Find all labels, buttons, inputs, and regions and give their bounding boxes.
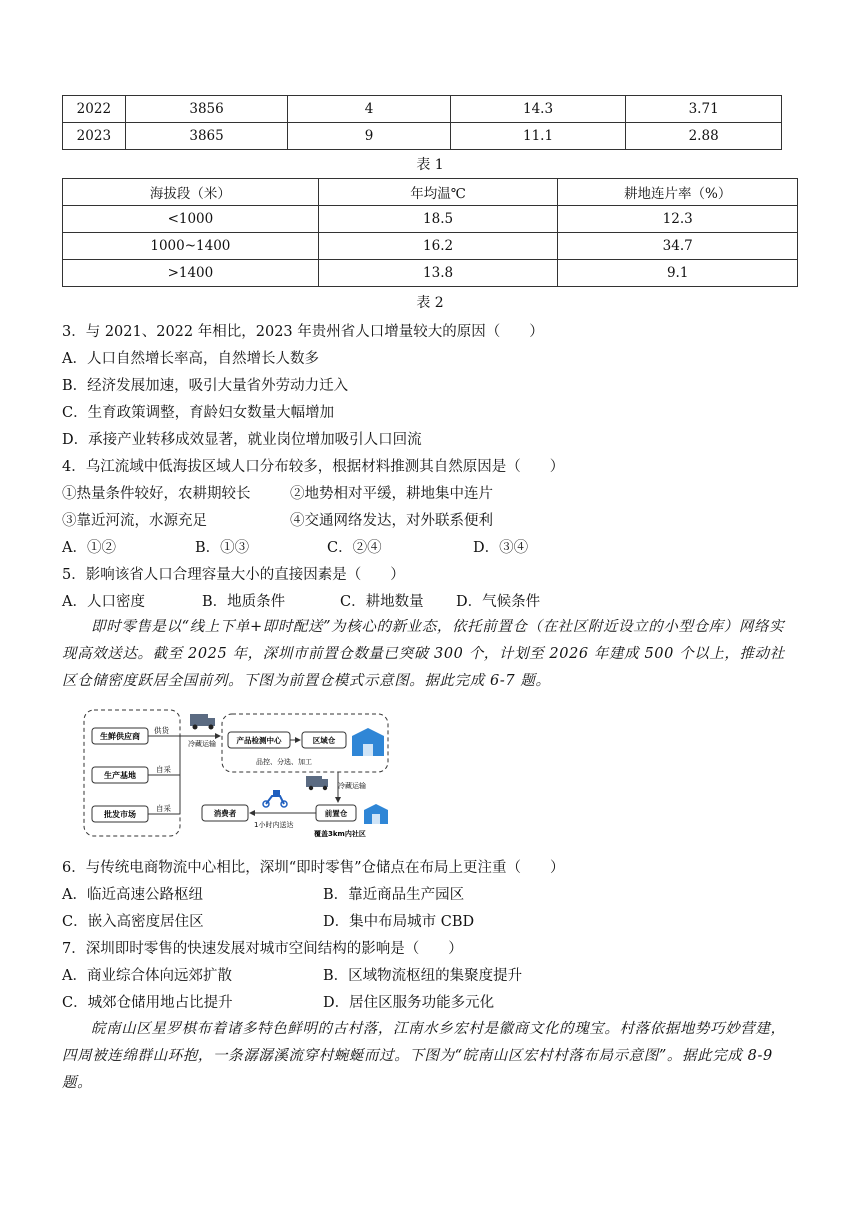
table-cell: >1400 [63, 260, 319, 287]
q6-option-a[interactable]: A．临近高速公路枢纽 [62, 887, 203, 903]
q4-stem: 4．乌江流域中低海拔区域人口分布较多，根据材料推测其自然原因是（ ） [62, 459, 565, 475]
q6-option-d[interactable]: D．集中布局城市 CBD [323, 914, 475, 930]
cold-transport-label-2: 冷藏运输 [338, 782, 366, 790]
front-warehouse-diagram [80, 706, 400, 844]
consumer-label: 消费者 [213, 809, 237, 818]
supplier-label: 生鲜供应商 [100, 732, 140, 741]
table-cell: 16.2 [318, 233, 558, 260]
q7-stem: 7．深圳即时零售的快速发展对城市空间结构的影响是（ ） [62, 941, 463, 957]
table-2 [62, 178, 798, 287]
q5-option-c[interactable]: C．耕地数量 [340, 594, 424, 610]
base-label: 生产基地 [104, 771, 136, 780]
process-label: 品控、分选、加工 [256, 758, 312, 766]
table-2-caption: 表 2 [416, 295, 444, 311]
q7-option-c[interactable]: C．城郊仓储用地占比提升 [62, 995, 233, 1011]
table-1 [62, 95, 782, 150]
front-warehouse-label: 前置仓 [324, 809, 348, 818]
table-row [63, 123, 782, 150]
table-cell: 11.1 [450, 123, 625, 150]
table-cell: 1000~1400 [63, 233, 319, 260]
table-row [63, 206, 798, 233]
table-cell: <1000 [63, 206, 319, 233]
q4-statement-4: ④交通网络发达，对外联系便利 [290, 513, 493, 529]
table-cell: 3865 [125, 123, 288, 150]
table-cell: 9.1 [558, 260, 798, 287]
q4-option-d[interactable]: D．③④ [473, 540, 529, 556]
table-cell: 18.5 [318, 206, 558, 233]
table-cell: 34.7 [558, 233, 798, 260]
table-cell: 2023 [63, 123, 126, 150]
table-header-row [63, 179, 798, 206]
table-header-cell: 耕地连片率（%） [558, 179, 798, 206]
q7-option-a[interactable]: A．商业综合体向远郊扩散 [62, 968, 232, 984]
q6-option-c[interactable]: C．嵌入高密度居住区 [62, 914, 204, 930]
q3-stem: 3．与 2021、2022 年相比，2023 年贵州省人口增量较大的原因（ ） [62, 324, 544, 340]
q5-option-a[interactable]: A．人口密度 [62, 594, 145, 610]
front-warehouse-building-icon [364, 804, 388, 824]
table-cell: 2022 [63, 96, 126, 123]
coverage-label: 覆盖3km内社区 [314, 830, 366, 838]
inspection-center-label: 产品检测中心 [236, 736, 282, 745]
table-row [63, 260, 798, 287]
q5-option-b[interactable]: B．地质条件 [202, 594, 286, 610]
table-row [63, 96, 782, 123]
table-1-caption: 表 1 [416, 157, 444, 173]
table-cell: 13.8 [318, 260, 558, 287]
table-cell: 2.88 [626, 123, 782, 150]
table-cell: 3.71 [626, 96, 782, 123]
passage-hongcun: 皖南山区星罗棋布着诸多特色鲜明的古村落，江南水乡宏村是徽商文化的瑰宝。村落依据地势巧妙营建，四周被连绵群山环抱，一条潺潺溪流穿村蜿蜒而过。下图为“皖南山区宏村村落布局示意图”。据此完成 8-9 题。 [62, 1021, 786, 1091]
q7-option-b[interactable]: B．区域物流枢纽的集聚度提升 [323, 968, 523, 984]
truck-icon [306, 776, 328, 790]
q4-statement-2: ②地势相对平缓，耕地集中连片 [290, 486, 493, 502]
table-cell: 4 [288, 96, 450, 123]
cold-transport-label-1: 冷藏运输 [188, 740, 216, 748]
supply-label: 供货 [154, 726, 169, 735]
q4-statement-1: ①热量条件较好，农耕期较长 [62, 486, 251, 502]
q6-option-b[interactable]: B．靠近商品生产园区 [323, 887, 465, 903]
q4-option-b[interactable]: B．①③ [195, 540, 250, 556]
market-label: 批发市场 [104, 810, 136, 819]
truck-icon [190, 714, 215, 730]
table-header-cell: 年均温℃ [318, 179, 558, 206]
delivery-time-label: 1小时内送达 [254, 821, 294, 829]
self-collect-label-2: 自采 [156, 804, 171, 813]
table-cell: 9 [288, 123, 450, 150]
q3-option-d[interactable]: D．承接产业转移成效显著，就业岗位增加吸引人口回流 [62, 432, 422, 448]
q7-option-d[interactable]: D．居住区服务功能多元化 [323, 995, 495, 1011]
q3-option-b[interactable]: B．经济发展加速，吸引大量省外劳动力迁入 [62, 378, 349, 394]
table-row [63, 233, 798, 260]
q4-option-a[interactable]: A．①② [62, 540, 116, 556]
table-header-cell: 海拔段（米） [63, 179, 319, 206]
q4-option-c[interactable]: C．②④ [327, 540, 382, 556]
q5-option-d[interactable]: D．气候条件 [456, 594, 541, 610]
regional-warehouse-label: 区域仓 [312, 736, 336, 745]
self-collect-label-1: 自采 [156, 765, 171, 774]
q3-option-c[interactable]: C．生育政策调整，育龄妇女数量大幅增加 [62, 405, 335, 421]
q4-statement-3: ③靠近河流，水源充足 [62, 513, 207, 529]
table-cell: 12.3 [558, 206, 798, 233]
q3-option-a[interactable]: A．人口自然增长率高，自然增长人数多 [62, 351, 319, 367]
passage-instant-retail: 即时零售是以“线上下单+即时配送”为核心的新业态，依托前置仓（在社区附近设立的小型仓库）网络实现高效送达。截至 2025 年，深圳市前置仓数量已突破 300 个，计划至 2026 年建成 500 个以上，推动社区仓储密度跃居全国前列。下图为前置仓模式示意图。据此完成 6-7 题。 [62, 619, 785, 689]
table-cell: 14.3 [450, 96, 625, 123]
q6-stem: 6．与传统电商物流中心相比，深圳“即时零售”仓储点在布局上更注重（ ） [62, 860, 565, 876]
q5-stem: 5．影响该省人口合理容量大小的直接因素是（ ） [62, 567, 405, 583]
scooter-icon [263, 790, 287, 807]
warehouse-building-icon [352, 728, 384, 756]
table-cell: 3856 [125, 96, 288, 123]
